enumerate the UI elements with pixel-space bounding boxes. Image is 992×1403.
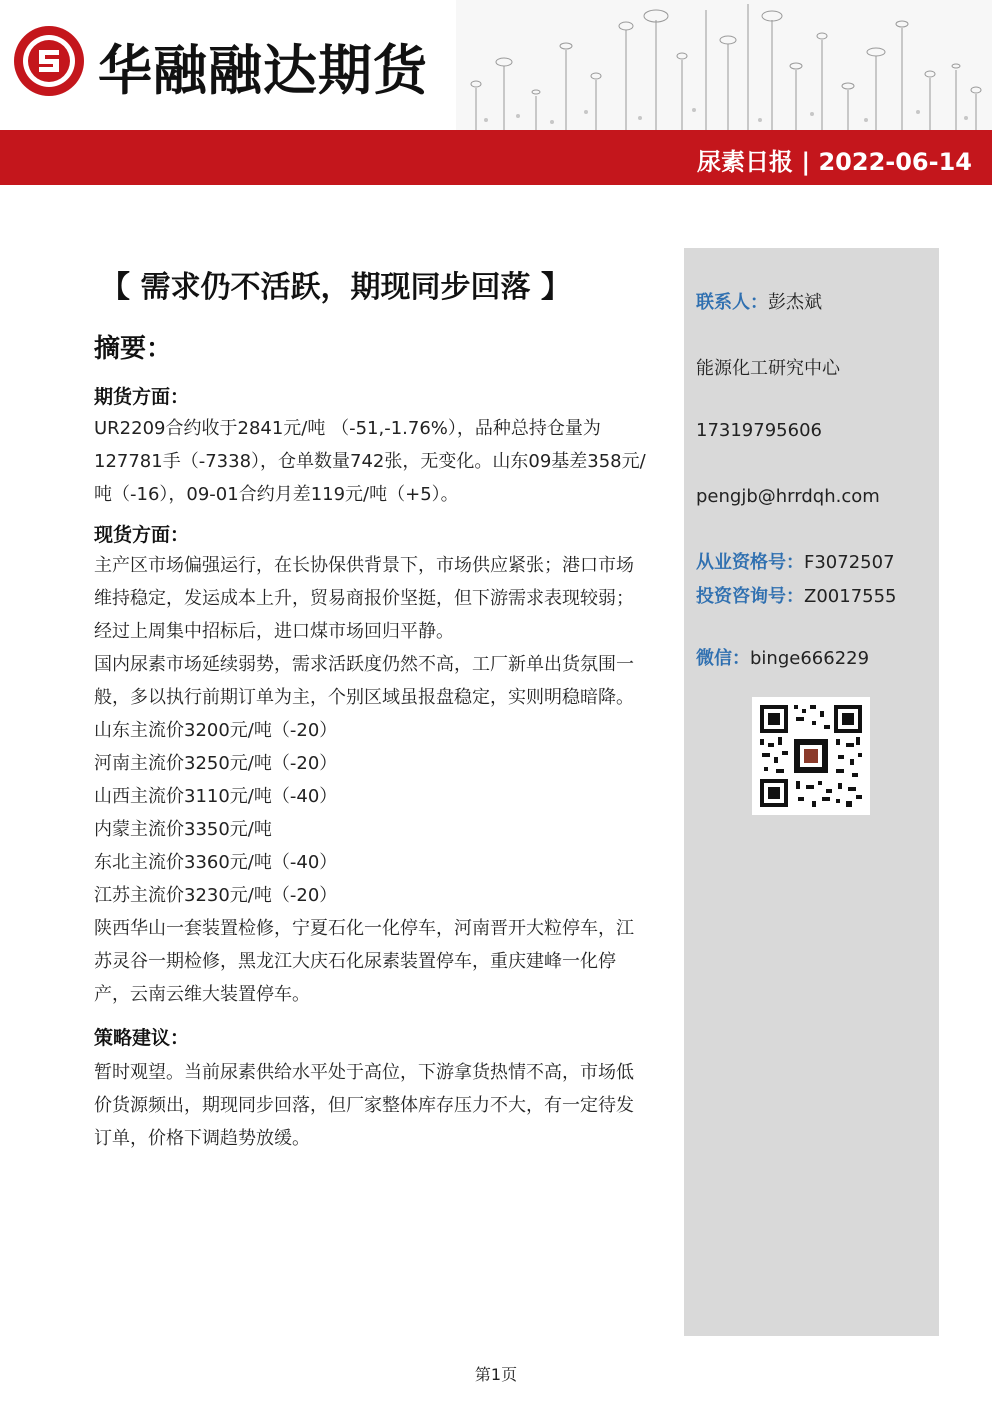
phone: 17319795606 — [696, 420, 822, 441]
price-line: 东北主流价3360元/吨（-40） — [94, 852, 338, 873]
price-line: 山西主流价3110元/吨（-40） — [94, 786, 338, 807]
qr-code-icon[interactable] — [752, 697, 870, 815]
futures-line: 127781手（-7338），仓单数量742张，无变化。山东09基差358元/ — [94, 451, 646, 472]
page-header — [0, 0, 992, 130]
contact-row — [696, 288, 822, 314]
price-line: 江苏主流价3230元/吨（-20） — [94, 885, 338, 906]
spot-line: 般，多以执行前期订单为主，个别区域虽报盘稳定，实则明稳暗降。 — [94, 687, 634, 708]
email[interactable]: pengjb@hrrdqh.com — [696, 486, 880, 507]
strategy-line: 价货源频出，期现同步回落，但厂家整体库存压力不大，有一定待发 — [94, 1095, 634, 1116]
qualification-label: 从业资格号： — [696, 552, 804, 573]
wechat-row — [696, 644, 869, 670]
spot-line: 经过上周集中招标后，进口煤市场回归平静。 — [94, 621, 454, 642]
spot-line: 国内尿素市场延续弱势，需求活跃度仍然不高，工厂新单出货氛围一 — [94, 654, 634, 675]
spot-section-title: 现货方面： — [94, 524, 190, 546]
contact-name: 彭杰斌 — [768, 292, 822, 313]
strategy-section-title: 策略建议： — [94, 1027, 190, 1049]
wechat-id: binge666229 — [750, 648, 870, 669]
contact-label: 联系人： — [696, 292, 768, 313]
futures-section-title: 期货方面： — [94, 386, 190, 408]
spot-line: 主产区市场偏强运行，在长协保供背景下，市场供应紧张；港口市场 — [94, 555, 634, 576]
futures-line: UR2209合约收于2841元/吨 （-51,-1.76%），品种总持仓量为 — [94, 418, 601, 439]
qualification-number: F3072507 — [804, 552, 895, 573]
strategy-line: 暂时观望。当前尿素供给水平处于高位，下游拿货热情不高，市场低 — [94, 1062, 634, 1083]
price-line: 内蒙主流价3350元/吨 — [94, 819, 272, 840]
header-decoration — [456, 0, 992, 130]
wechat-label: 微信： — [696, 648, 750, 669]
price-line: 山东主流价3200元/吨（-20） — [94, 720, 338, 741]
spot-line: 苏灵谷一期检修，黑龙江大庆石化尿素装置停车，重庆建峰一化停 — [94, 951, 616, 972]
report-title: 尿素日报 | 2022-06-14 — [697, 148, 972, 176]
consult-label: 投资咨询号： — [696, 586, 804, 607]
qualification-row — [696, 548, 895, 574]
strategy-line: 订单，价格下调趋势放缓。 — [94, 1128, 310, 1149]
spot-line: 陕西华山一套装置检修，宁夏石化一化停车，河南晋开大粒停车，江 — [94, 918, 634, 939]
spot-line: 产，云南云维大装置停车。 — [94, 984, 310, 1005]
headline: 【 需求仍不活跃，期现同步回落 】 — [100, 270, 571, 305]
consult-row — [696, 582, 897, 608]
hrrd-logo-icon — [12, 24, 86, 98]
consult-number: Z0017555 — [804, 586, 897, 607]
page-number: 第1页 — [474, 1365, 518, 1384]
futures-line: 吨（-16），09-01合约月差119元/吨（+5）。 — [94, 484, 459, 505]
department: 能源化工研究中心 — [696, 358, 840, 379]
brand-name: 华融融达期货 — [98, 39, 428, 102]
price-line: 河南主流价3250元/吨（-20） — [94, 753, 338, 774]
summary-title: 摘要： — [94, 334, 173, 364]
spot-line: 维持稳定，发运成本上升，贸易商报价坚挺，但下游需求表现较弱； — [94, 588, 634, 609]
